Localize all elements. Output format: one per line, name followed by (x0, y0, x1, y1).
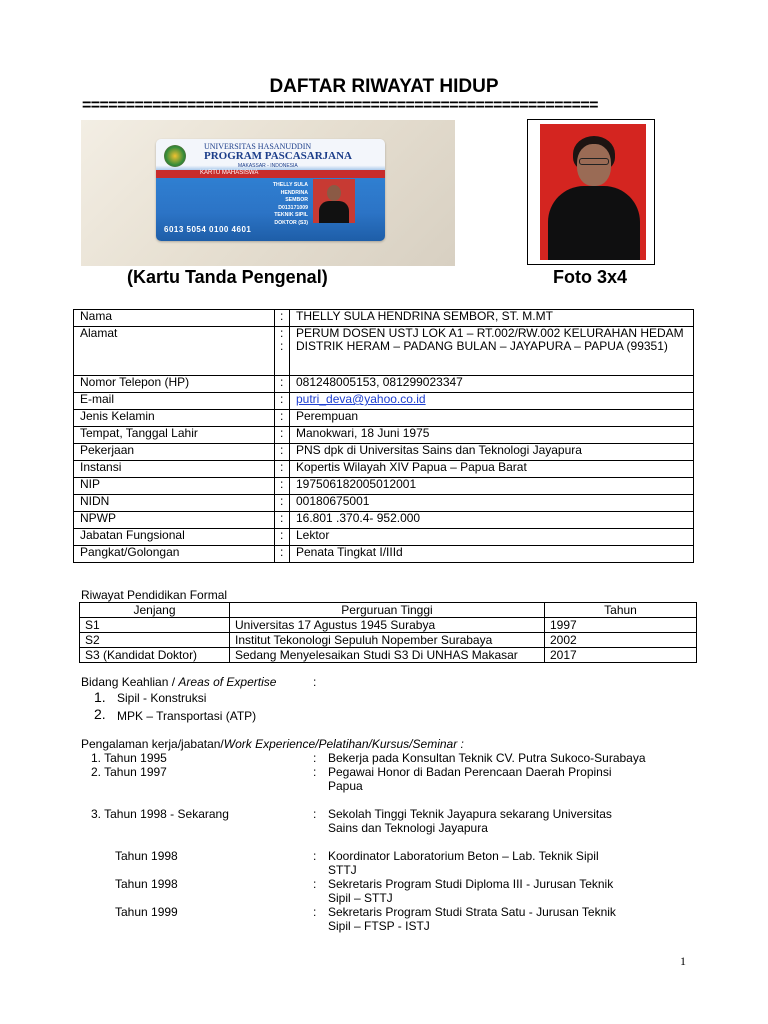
table-row: S1 Universitas 17 Agustus 1945 Surabya 1997 (80, 618, 697, 633)
title-underline: =========================================================== (82, 97, 598, 114)
card-student-number: D013171009 (278, 204, 308, 211)
id-card-photo (81, 120, 455, 266)
card-label: KARTU MAHASISWA (200, 170, 259, 176)
table-row: NIP : 197506182005012001 (74, 478, 694, 495)
experience-desc: Sekretaris Program Studi Diploma III - Jurusan Teknik Sipil – STTJ (328, 877, 614, 905)
list-item: 2. MPK – Transportasi (ATP) (94, 706, 257, 723)
portrait-frame (527, 119, 655, 265)
education-table (79, 602, 697, 663)
table-row: NIDN : 00180675001 (74, 495, 694, 512)
table-row: Tempat, Tanggal Lahir : Manokwari, 18 Juni 1975 (74, 427, 694, 444)
experience-colon: : (313, 905, 317, 919)
experience-heading: Pengalaman kerja/jabatan/Work Experience/Pelatihan/Kursus/Seminar : (81, 737, 464, 751)
personal-data-table (73, 309, 694, 563)
card-holder-name-2: SEMBOR (285, 197, 308, 203)
id-card-caption: (Kartu Tanda Pengenal) (127, 267, 328, 287)
expertise-colon: : (313, 675, 317, 689)
card-program-1: TEKNIK SIPIL (274, 212, 308, 218)
experience-colon: : (313, 807, 317, 821)
experience-desc: Sekolah Tinggi Teknik Jayapura sekarang Universitas Sains dan Teknologi Jayapura (328, 807, 612, 835)
portrait-photo (540, 124, 646, 260)
card-number: 6013 5054 0100 4601 (164, 225, 252, 234)
experience-desc: Sekretaris Program Studi Strata Satu - Jurusan Teknik Sipil – FTSP - ISTJ (328, 905, 616, 933)
experience-colon: : (313, 765, 317, 779)
table-row: Jenis Kelamin : Perempuan (74, 410, 694, 427)
education-heading: Riwayat Pendidikan Formal (81, 588, 228, 602)
experience-desc: Bekerja pada Konsultan Teknik CV. Putra Sukoco-Surabaya (328, 751, 646, 765)
list-item: 1. Sipil - Konstruksi (94, 689, 207, 705)
card-portrait (313, 179, 355, 223)
experience-when: 2. Tahun 1997 (91, 765, 167, 779)
column-header: Jenjang (80, 603, 230, 618)
column-header: Perguruan Tinggi (230, 603, 545, 618)
card-holder-info (248, 182, 308, 227)
table-row: Jabatan Fungsional : Lektor (74, 529, 694, 546)
table-row: Nomor Telepon (HP) : 081248005153, 081299023347 (74, 376, 694, 393)
table-header-row (80, 603, 697, 618)
table-row: Pangkat/Golongan : Penata Tingkat I/IIId (74, 546, 694, 563)
experience-colon: : (313, 877, 317, 891)
table-row: Nama : THELLY SULA HENDRINA SEMBOR, ST. M.MT (74, 310, 694, 327)
table-row: Alamat : : PERUM DOSEN USTJ LOK A1 – RT.002/RW.002 KELURAHAN HEDAM DISTRIK HERAM – PADANG BULAN – JAYAPURA – PAPUA (99351) (74, 327, 694, 376)
expertise-heading: Bidang Keahlian / Areas of Expertise (81, 675, 277, 689)
card-university-name: UNIVERSITAS HASANUDDIN (204, 142, 312, 151)
column-header: Tahun (545, 603, 697, 618)
table-row: E-mail : putri_deva@yahoo.co.id (74, 393, 694, 410)
experience-when: Tahun 1998 (115, 849, 178, 863)
experience-when: Tahun 1998 (115, 877, 178, 891)
glasses-icon (579, 158, 609, 165)
experience-when: Tahun 1999 (115, 905, 178, 919)
experience-desc: Koordinator Laboratorium Beton – Lab. Teknik Sipil STTJ (328, 849, 599, 877)
photo-caption: Foto 3x4 (553, 267, 628, 287)
university-logo-icon (164, 145, 186, 167)
card-program-2: DOKTOR (S3) (274, 219, 308, 226)
table-row: Pekerjaan : PNS dpk di Universitas Sains dan Teknologi Jayapura (74, 444, 694, 461)
card-red-strip (156, 170, 385, 178)
experience-when: 1. Tahun 1995 (91, 751, 167, 765)
table-row: S2 Institut Tekonologi Sepuluh Nopember Surabaya 2002 (80, 633, 697, 648)
page-number: 1 (680, 954, 686, 968)
experience-colon: : (313, 849, 317, 863)
experience-desc: Pegawai Honor di Badan Perencaan Daerah Propinsi Papua (328, 765, 612, 793)
card-program-name: PROGRAM PASCASARJANA (204, 150, 352, 162)
experience-when: 3. Tahun 1998 - Sekarang (91, 807, 229, 821)
student-id-card (156, 139, 385, 241)
page-title: DAFTAR RIWAYAT HIDUP (269, 76, 499, 97)
table-row: Instansi : Kopertis Wilayah XIV Papua – Papua Barat (74, 461, 694, 478)
table-row: S3 (Kandidat Doktor) Sedang Menyelesaikan Studi S3 Di UNHAS Makasar 2017 (80, 648, 697, 663)
email-link[interactable]: putri_deva@yahoo.co.id (296, 392, 426, 406)
experience-colon: : (313, 751, 317, 765)
card-holder-name-1: THELLY SULA HENDRINA (272, 182, 308, 196)
table-row: NPWP : 16.801 .370.4- 952.000 (74, 512, 694, 529)
card-city: MAKASSAR - INDONESIA (238, 163, 298, 169)
